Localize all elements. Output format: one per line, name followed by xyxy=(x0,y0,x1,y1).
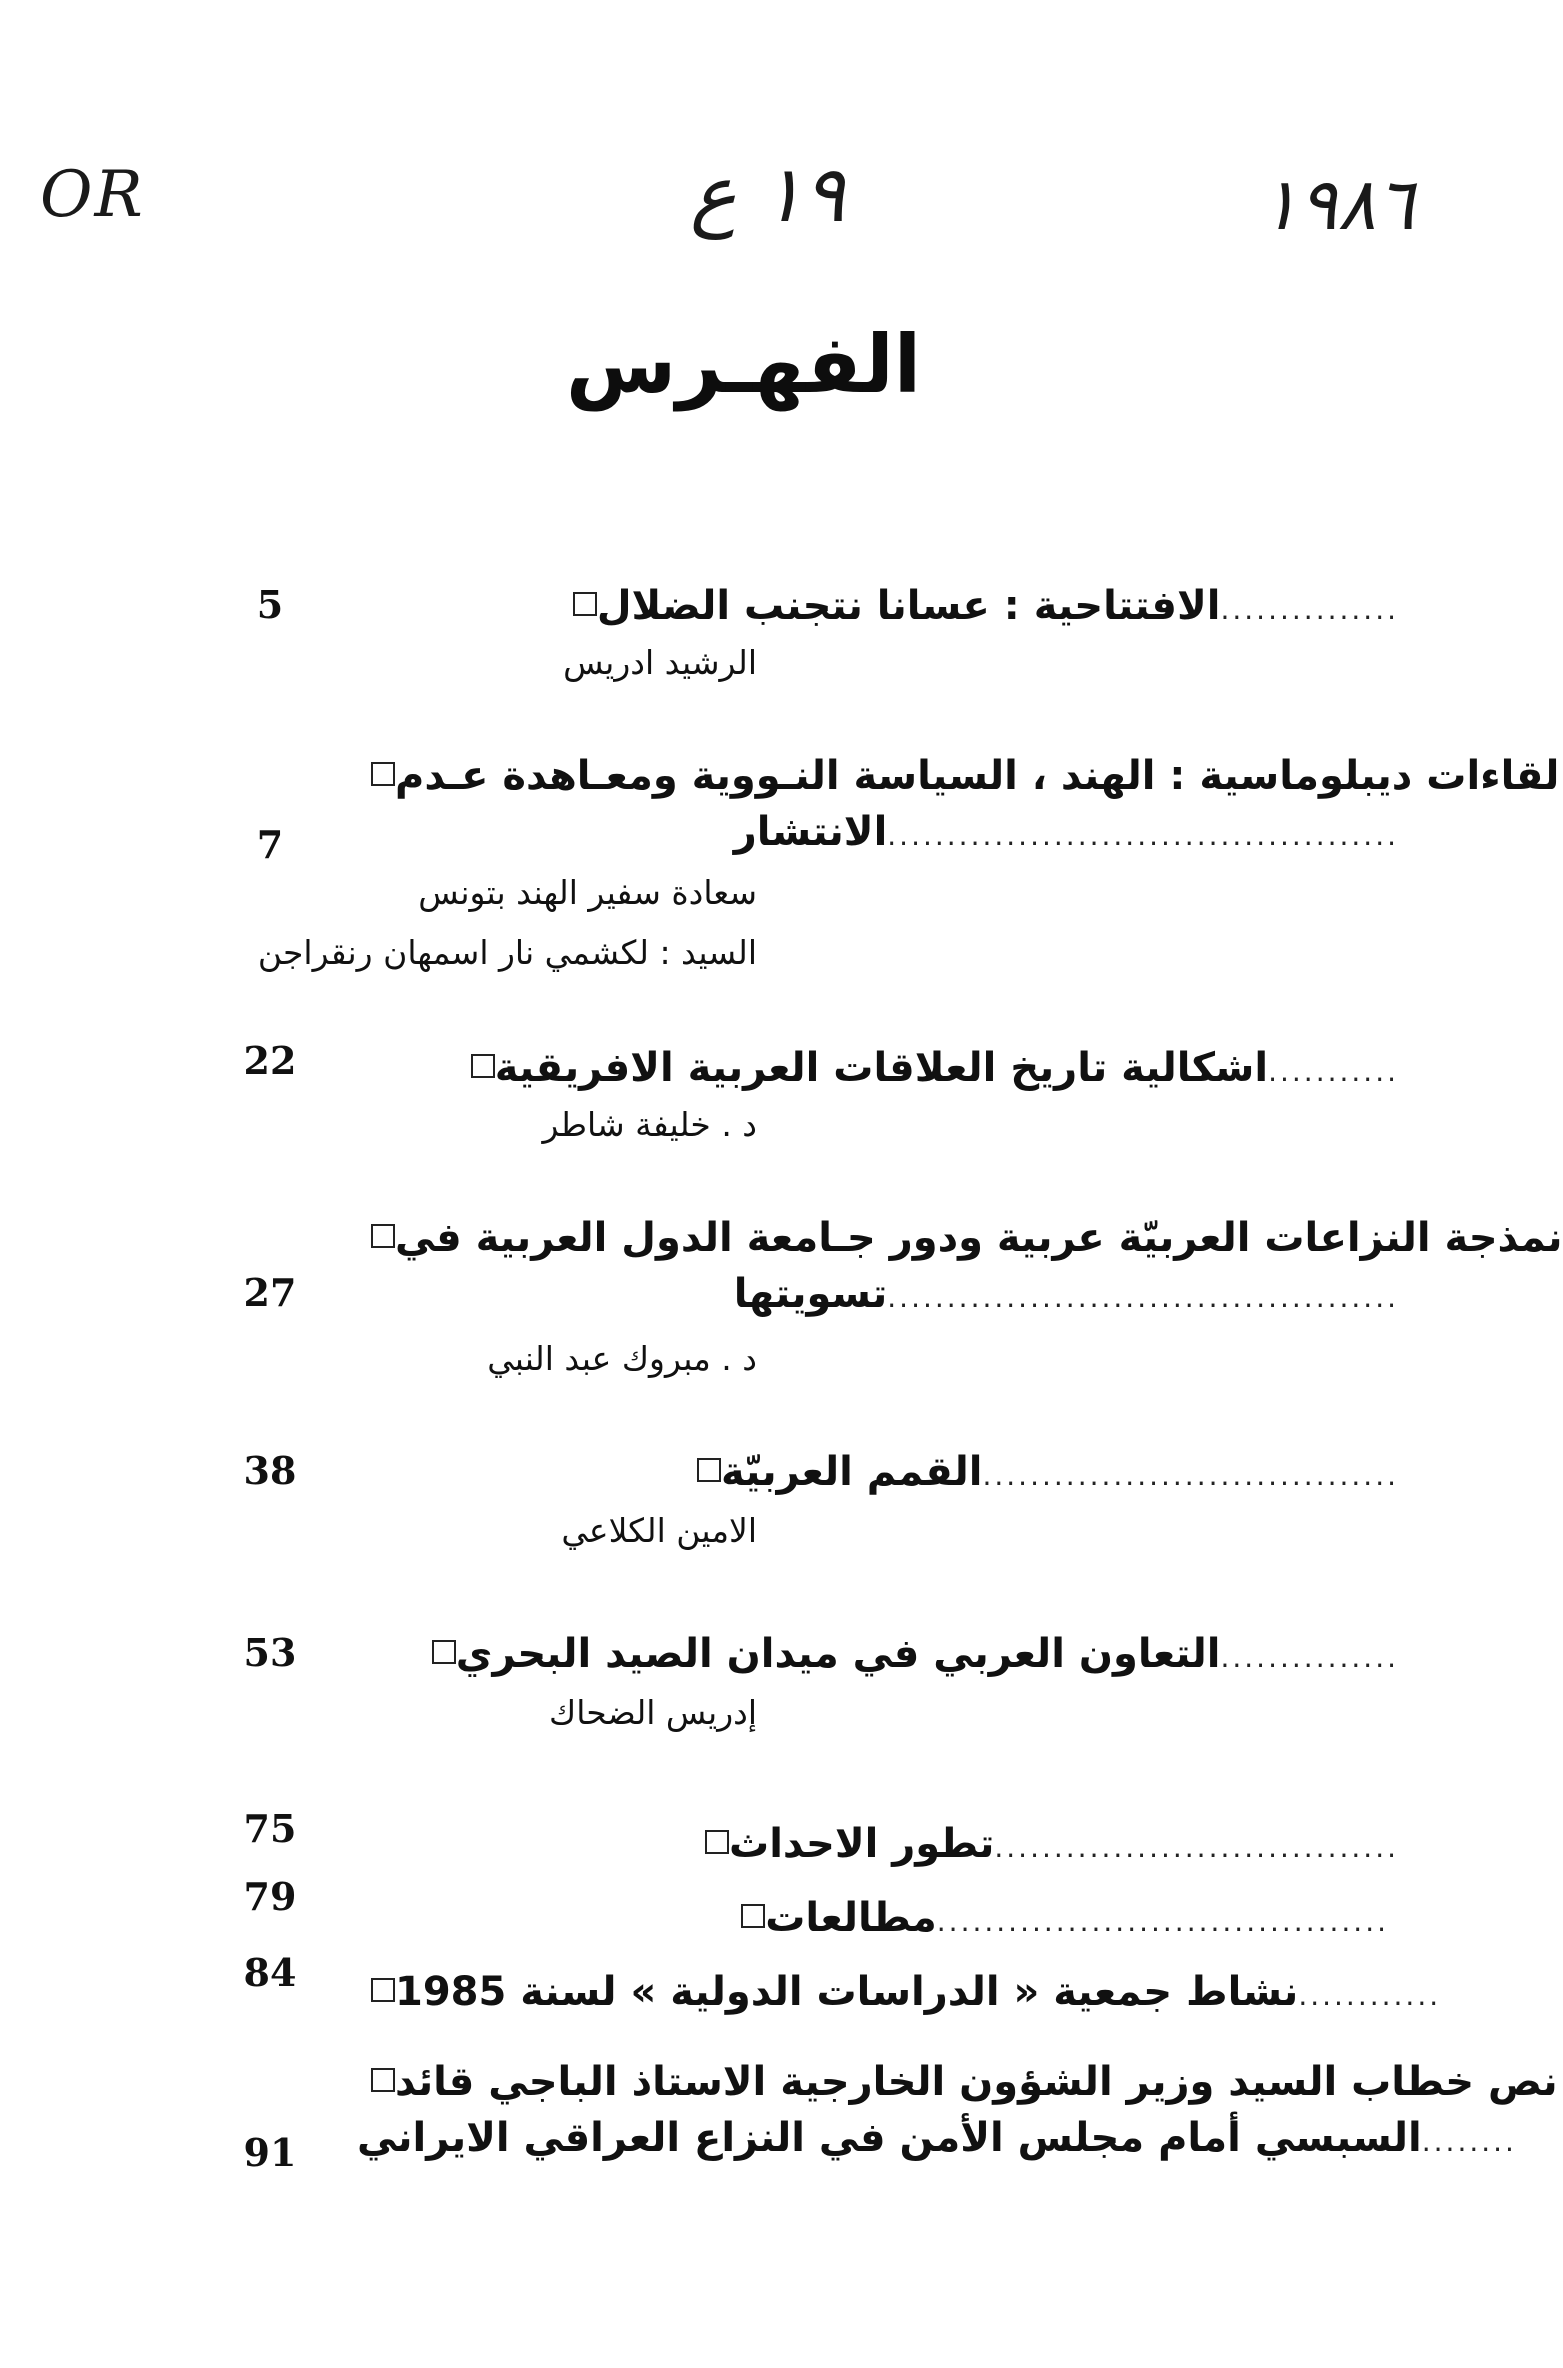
entry-title-text: التعاون العربي في ميدان الصيد البحري xyxy=(455,1631,1221,1677)
entry-title-text: نمذجة النزاعات العربيّة عربية ودور جـامعة الدول العربية في xyxy=(395,1215,1563,1261)
entry-title-text: اشكالية تاريخ العلاقات العربية الافريقية xyxy=(494,1045,1269,1091)
entry-title-text: السبسي أمام مجلس الأمن في النزاع العراقي الايراني xyxy=(357,2115,1422,2161)
entry-title xyxy=(357,2054,1558,2110)
entry-title xyxy=(357,1444,1417,1504)
entry-author: الرشيد ادريس xyxy=(563,643,757,682)
page-number: 7 xyxy=(256,822,284,867)
checkbox-bullet-icon xyxy=(371,762,395,786)
entry-title xyxy=(357,1210,1563,1266)
leader-dots: .................................. xyxy=(994,1831,1399,1864)
entry-title xyxy=(357,1040,1417,1100)
entry-title-text: نص خطاب السيد وزير الشؤون الخارجية الاستاذ الباجي قائد xyxy=(395,2059,1558,2105)
page-number: 84 xyxy=(243,1950,297,1995)
entry-title-text: نشاط جمعية « الدراسات الدولية » لسنة 1985 xyxy=(395,1969,1299,2015)
entry-title xyxy=(357,578,1417,638)
handwritten-note-middle: ١٩ ع xyxy=(690,150,846,240)
entry-title-text: تطور الاحداث xyxy=(729,1821,995,1867)
handwritten-note-year: ١٩٨٦ xyxy=(1260,162,1415,246)
page-title: الفهـرس xyxy=(565,318,922,411)
page-number: 53 xyxy=(243,1630,297,1675)
page-number: 91 xyxy=(243,2130,297,2175)
page-number: 79 xyxy=(243,1874,297,1919)
entry-author: د . خليفة شاطر xyxy=(542,1105,757,1144)
entry-title-continued xyxy=(357,804,1417,864)
leader-dots: ........................................... xyxy=(887,1281,1399,1314)
checkbox-bullet-icon xyxy=(697,1458,721,1482)
checkbox-bullet-icon xyxy=(705,1830,729,1854)
leader-dots: ........... xyxy=(1268,1055,1399,1088)
entry-title xyxy=(357,748,1560,804)
entry-title xyxy=(357,1816,1417,1876)
entry-author: د . مبروك عبد النبي xyxy=(487,1339,757,1378)
entry-title-text: تسويتها xyxy=(733,1271,888,1317)
entry-title xyxy=(357,1626,1417,1686)
checkbox-bullet-icon xyxy=(371,1224,395,1248)
page-number: 5 xyxy=(256,582,284,627)
leader-dots: ............ xyxy=(1298,1979,1442,2012)
page-number: 75 xyxy=(243,1806,297,1851)
entry-title-continued xyxy=(357,1266,1417,1326)
entry-author: السيد : لكشمي نار اسمهان رنقراجن xyxy=(257,933,757,972)
leader-dots: ...................................... xyxy=(936,1905,1389,1938)
checkbox-bullet-icon xyxy=(573,592,597,616)
checkbox-bullet-icon xyxy=(371,1978,395,2002)
leader-dots: ................................... xyxy=(982,1459,1399,1492)
handwritten-note-left: OR xyxy=(40,158,145,232)
entry-title xyxy=(347,1890,1407,1950)
entry-title-text: مطالعات xyxy=(765,1895,937,1941)
leader-dots: ........................................... xyxy=(887,819,1399,852)
checkbox-bullet-icon xyxy=(371,2068,395,2092)
entry-title-continued xyxy=(357,2110,1517,2170)
leader-dots: ............... xyxy=(1220,593,1399,626)
entry-author: سعادة سفير الهند بتونس xyxy=(418,873,757,912)
checkbox-bullet-icon xyxy=(471,1054,495,1078)
entry-title-text: القمم العربيّة xyxy=(721,1449,983,1495)
leader-dots: ........ xyxy=(1421,2125,1517,2158)
page-number: 22 xyxy=(243,1038,297,1083)
checkbox-bullet-icon xyxy=(741,1904,765,1928)
entry-title-text: لقاءات ديبلوماسية : الهند ، السياسة النـووية ومعـاهدة عـدم xyxy=(395,753,1560,799)
page-number: 27 xyxy=(243,1270,297,1315)
entry-author: الامين الكلاعي xyxy=(561,1511,757,1550)
entry-title-text: الانتشار xyxy=(733,809,888,855)
entry-title xyxy=(357,1964,1442,2024)
entry-title-text: الافتتاحية : عسانا نتجنب الضلال xyxy=(596,583,1221,629)
entry-author: إدريس الضحاك xyxy=(549,1693,757,1732)
page-number: 38 xyxy=(243,1448,297,1493)
checkbox-bullet-icon xyxy=(432,1640,456,1664)
leader-dots: ............... xyxy=(1220,1641,1399,1674)
